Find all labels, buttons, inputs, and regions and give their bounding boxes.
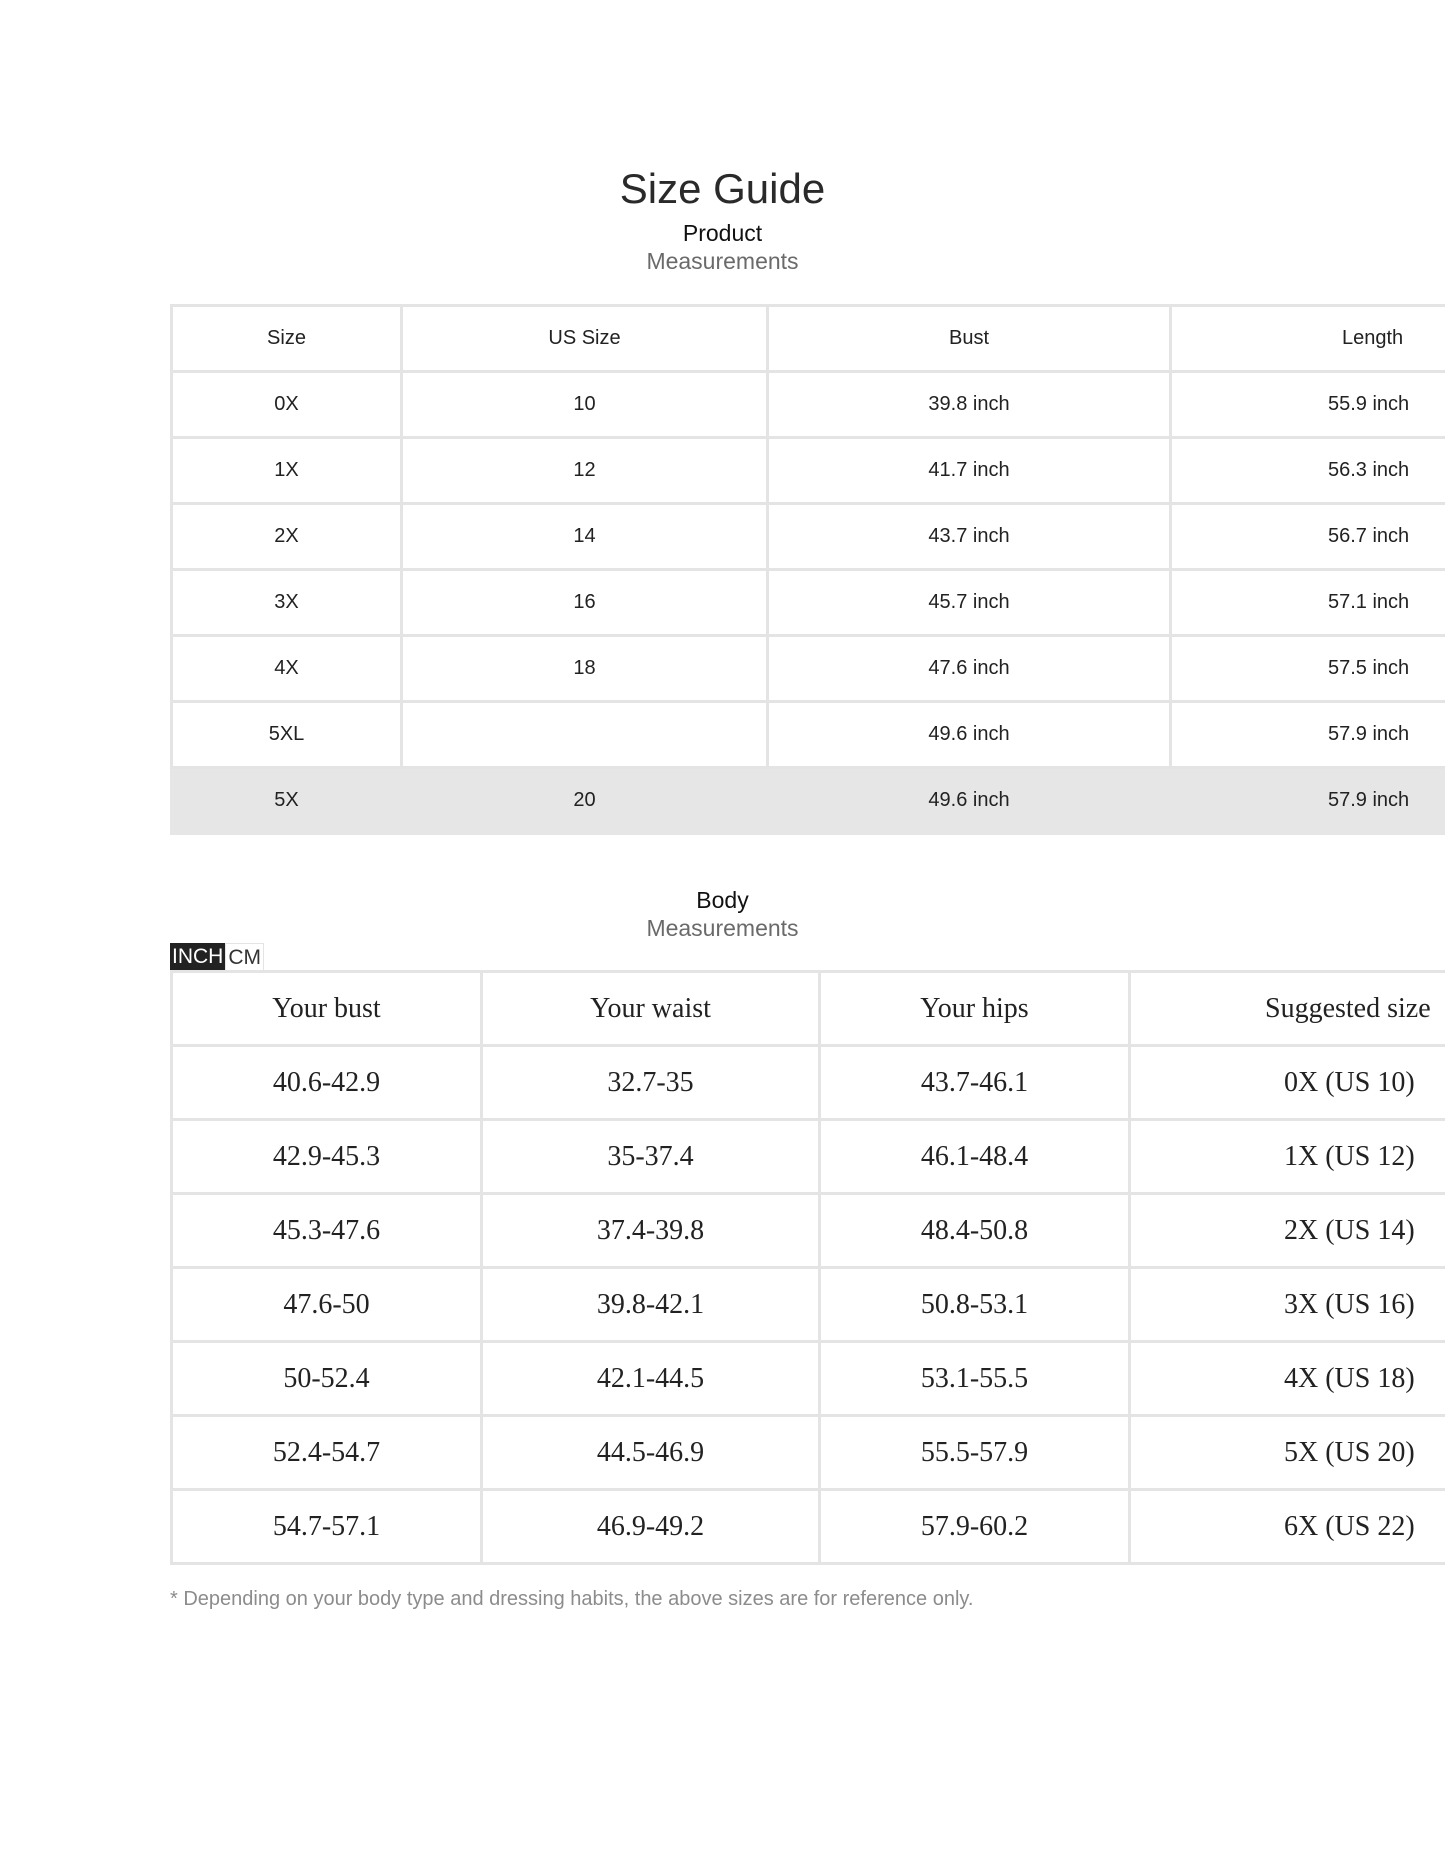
reference-note: * Depending on your body type and dressing habits, the above sizes are for reference only. [170,1588,974,1610]
column-header: Size [172,306,402,372]
table-cell: 1X (US 12) [1130,1120,1445,1194]
table-cell: 0X [172,372,402,438]
table-cell: 0X (US 10) [1130,1046,1445,1120]
table-cell: 52.4-54.7 [172,1416,482,1490]
product-section-subtitle: Measurements [646,248,799,274]
product-measurements-table [170,304,1445,835]
table-row [172,1416,1445,1490]
table-cell: 32.7-35 [482,1046,820,1120]
table-cell: 49.6 inch [768,768,1171,834]
table-row [172,1490,1445,1564]
table-row [172,570,1445,636]
table-cell: 39.8 inch [768,372,1171,438]
column-header: Length [1171,306,1445,372]
table-cell: 54.7-57.1 [172,1490,482,1564]
table-row [172,636,1445,702]
table-cell: 57.9 inch [1171,702,1445,768]
table-cell: 42.9-45.3 [172,1120,482,1194]
table-cell: 42.1-44.5 [482,1342,820,1416]
table-cell: 41.7 inch [768,438,1171,504]
column-header: Your hips [820,972,1130,1046]
table-cell: 2X [172,504,402,570]
table-cell: 2X (US 14) [1130,1194,1445,1268]
table-cell: 4X (US 18) [1130,1342,1445,1416]
column-header: Your bust [172,972,482,1046]
table-header-row [172,306,1445,372]
table-header-row [172,972,1445,1046]
table-cell: 44.5-46.9 [482,1416,820,1490]
column-header: Suggested size [1130,972,1445,1046]
table-row [172,1046,1445,1120]
table-cell: 12 [402,438,768,504]
page-title: Size Guide [619,165,826,212]
table-cell: 6X (US 22) [1130,1490,1445,1564]
table-row [172,1120,1445,1194]
body-section-subtitle: Measurements [646,915,799,941]
table-cell: 43.7-46.1 [820,1046,1130,1120]
table-cell: 18 [402,636,768,702]
table-cell: 16 [402,570,768,636]
table-cell: 5XL [172,702,402,768]
table-cell: 48.4-50.8 [820,1194,1130,1268]
column-header: Bust [768,306,1171,372]
table-cell: 47.6-50 [172,1268,482,1342]
table-row [172,372,1445,438]
table-row [172,504,1445,570]
table-cell: 10 [402,372,768,438]
table-row [172,702,1445,768]
table-cell: 56.3 inch [1171,438,1445,504]
table-cell: 55.9 inch [1171,372,1445,438]
table-cell [402,702,768,768]
table-cell: 50.8-53.1 [820,1268,1130,1342]
column-header: US Size [402,306,768,372]
table-row [172,1342,1445,1416]
table-cell: 5X (US 20) [1130,1416,1445,1490]
column-header: Your waist [482,972,820,1046]
table-cell: 57.9-60.2 [820,1490,1130,1564]
table-cell: 37.4-39.8 [482,1194,820,1268]
table-cell: 46.1-48.4 [820,1120,1130,1194]
table-cell: 56.7 inch [1171,504,1445,570]
product-section-title: Product [682,220,763,246]
table-cell: 57.1 inch [1171,570,1445,636]
table-row [172,1268,1445,1342]
table-cell: 47.6 inch [768,636,1171,702]
table-cell: 5X [172,768,402,834]
table-cell: 57.5 inch [1171,636,1445,702]
table-cell: 46.9-49.2 [482,1490,820,1564]
table-row [172,1194,1445,1268]
table-cell: 57.9 inch [1171,768,1445,834]
table-cell: 40.6-42.9 [172,1046,482,1120]
table-cell: 49.6 inch [768,702,1171,768]
table-cell: 1X [172,438,402,504]
table-cell: 4X [172,636,402,702]
unit-inch-button[interactable]: INCH [170,943,225,972]
table-cell: 3X (US 16) [1130,1268,1445,1342]
unit-toggle [170,943,264,972]
table-cell: 43.7 inch [768,504,1171,570]
unit-cm-button[interactable]: CM [225,943,264,972]
table-cell: 3X [172,570,402,636]
body-measurements-table [170,970,1445,1565]
table-cell: 35-37.4 [482,1120,820,1194]
table-cell: 20 [402,768,768,834]
table-cell: 55.5-57.9 [820,1416,1130,1490]
table-row-highlighted [172,768,1445,834]
body-section-title: Body [696,887,749,913]
table-cell: 45.3-47.6 [172,1194,482,1268]
table-cell: 39.8-42.1 [482,1268,820,1342]
table-row [172,438,1445,504]
table-cell: 45.7 inch [768,570,1171,636]
table-cell: 14 [402,504,768,570]
table-cell: 53.1-55.5 [820,1342,1130,1416]
table-cell: 50-52.4 [172,1342,482,1416]
